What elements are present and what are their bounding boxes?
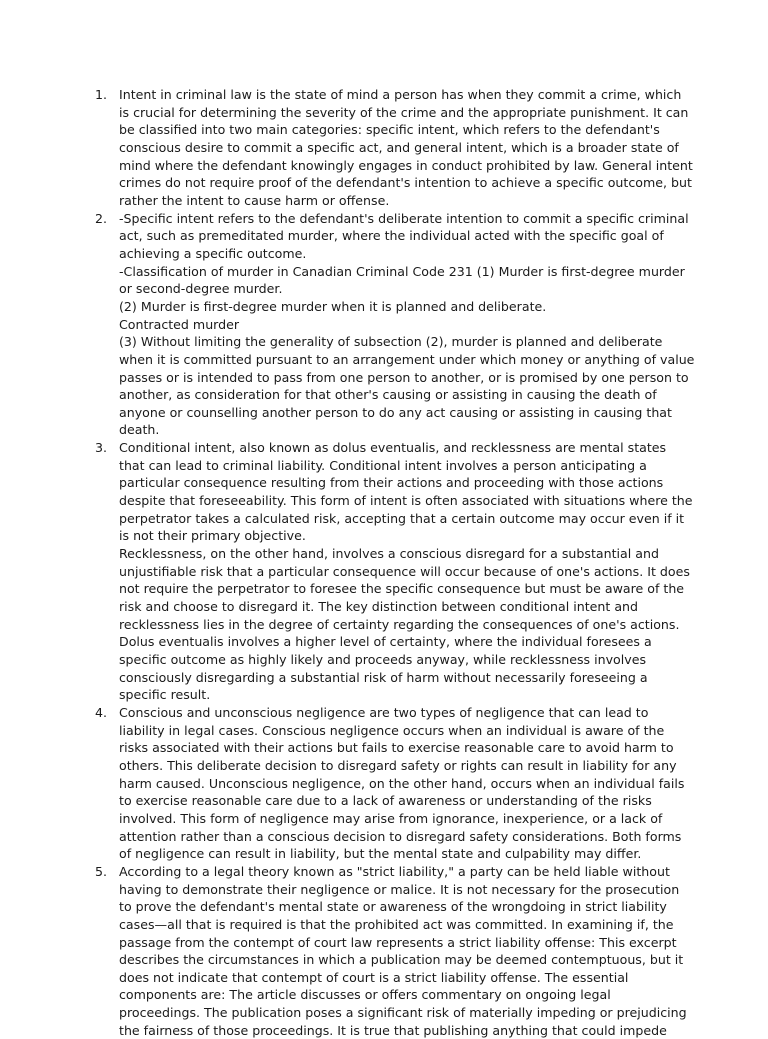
list-item-number: 4. [95, 704, 108, 720]
list-item-paragraph: Conscious and unconscious negligence are two types of negligence that can lead to liability in legal cases. Conscious negligence occurs when an individual is aware of the risks associated with their actions but fails to exercise reasonable care to avoid harm to others. This deliberate decision to disregard safety or rights can result in liability for any harm caused. Unconscious negligence, on the other hand, occurs when an individual fails to exercise reasonable care due to a lack of awareness or understanding of the risks involved. This form of negligence may arise from ignorance, inexperience, or a lack of attention rather than a conscious decision to disregard safety considerations. Both forms of negligence can result in liability, but the mental state and culpability may differ. [119, 704, 685, 862]
list-item [95, 86, 695, 210]
list-item-paragraph: -Classification of murder in Canadian Criminal Code 231 (1) Murder is first-degree murder or second-degree murder. [119, 263, 685, 297]
list-item [95, 439, 695, 704]
list-item-paragraph: Conditional intent, also known as dolus eventualis, and recklessness are mental states that can lead to criminal liability. Conditional intent involves a person anticipating a particular consequence resulting from their actions and proceeding with those actions despite that foreseeability. This form of intent is often associated with situations where the perpetrator takes a calculated risk, accepting that a certain outcome may occur even if it is not their primary objective. [119, 440, 693, 544]
list-item-number: 3. [95, 440, 108, 456]
list-item-paragraph: (3) Without limiting the generality of subsection (2), murder is planned and deliberate when it is committed pursuant to an arrangement under which money or anything of value passes or is intended to pass from one person to another, or is promised by one person to another, as consideration for that other's causing or assisting in causing the death of anyone or counselling another person to do any act causing or assisting in causing that death. [119, 334, 695, 438]
list-item [95, 863, 695, 1039]
list-item-number: 1. [95, 87, 108, 102]
list-item [95, 210, 695, 440]
list-item [95, 704, 695, 863]
list-item-paragraph: -Specific intent refers to the defendant's deliberate intention to commit a specific criminal act, such as premeditated murder, where the individual acted with the specific goal of achieving a specific outcome. [119, 210, 689, 261]
list-item-paragraph: Contracted murder [119, 316, 240, 332]
list-item-number: 2. [95, 210, 108, 226]
list-item-number: 5. [95, 863, 108, 879]
list-item-paragraph: (2) Murder is first-degree murder when it is planned and deliberate. [119, 298, 547, 314]
list-item-paragraph: Intent in criminal law is the state of mind a person has when they commit a crime, which is crucial for determining the severity of the crime and the appropriate punishment. It can be classified into two main categories: specific intent, which refers to the defendant's conscious desire to commit a specific act, and general intent, which is a broader state of mind where the defendant knowingly engages in conduct prohibited by law. General intent crimes do not require proof of the defendant's intention to achieve a specific outcome, but rather the intent to cause harm or offense. [119, 87, 693, 208]
list-item-paragraph: According to a legal theory known as "strict liability," a party can be held liable without having to demonstrate their negligence or malice. It is not necessary for the prosecution to prove the defendant's mental state or awareness of the wrongdoing in strict liability cases—all that is required is that the prohibited act was committed. In examining if, the passage from the contempt of court law represents a strict liability offense: This excerpt describes the circumstances in which a publication may be deemed contemptuous, but it does not indicate that contempt of court is a strict liability offense. The essential components are: The article discusses or offers commentary on ongoing legal proceedings. The publication poses a significant risk of materially impeding or prejudicing the fairness of those proceedings. It is true that publishing anything that could impede [119, 863, 687, 1038]
list-item-paragraph: Recklessness, on the other hand, involves a conscious disregard for a substantial and unjustifiable risk that a particular consequence will occur because of one's actions. It does not require the perpetrator to foresee the specific consequence but must be aware of the risk and choose to disregard it. The key distinction between conditional intent and recklessness lies in the degree of certainty regarding the consequences of one's actions. Dolus eventualis involves a higher level of certainty, where the individual foresees a specific outcome as highly likely and proceeds anyway, while recklessness involves consciously disregarding a substantial risk of harm without necessarily foreseeing a specific result. [119, 546, 690, 703]
numbered-list [95, 86, 695, 1039]
